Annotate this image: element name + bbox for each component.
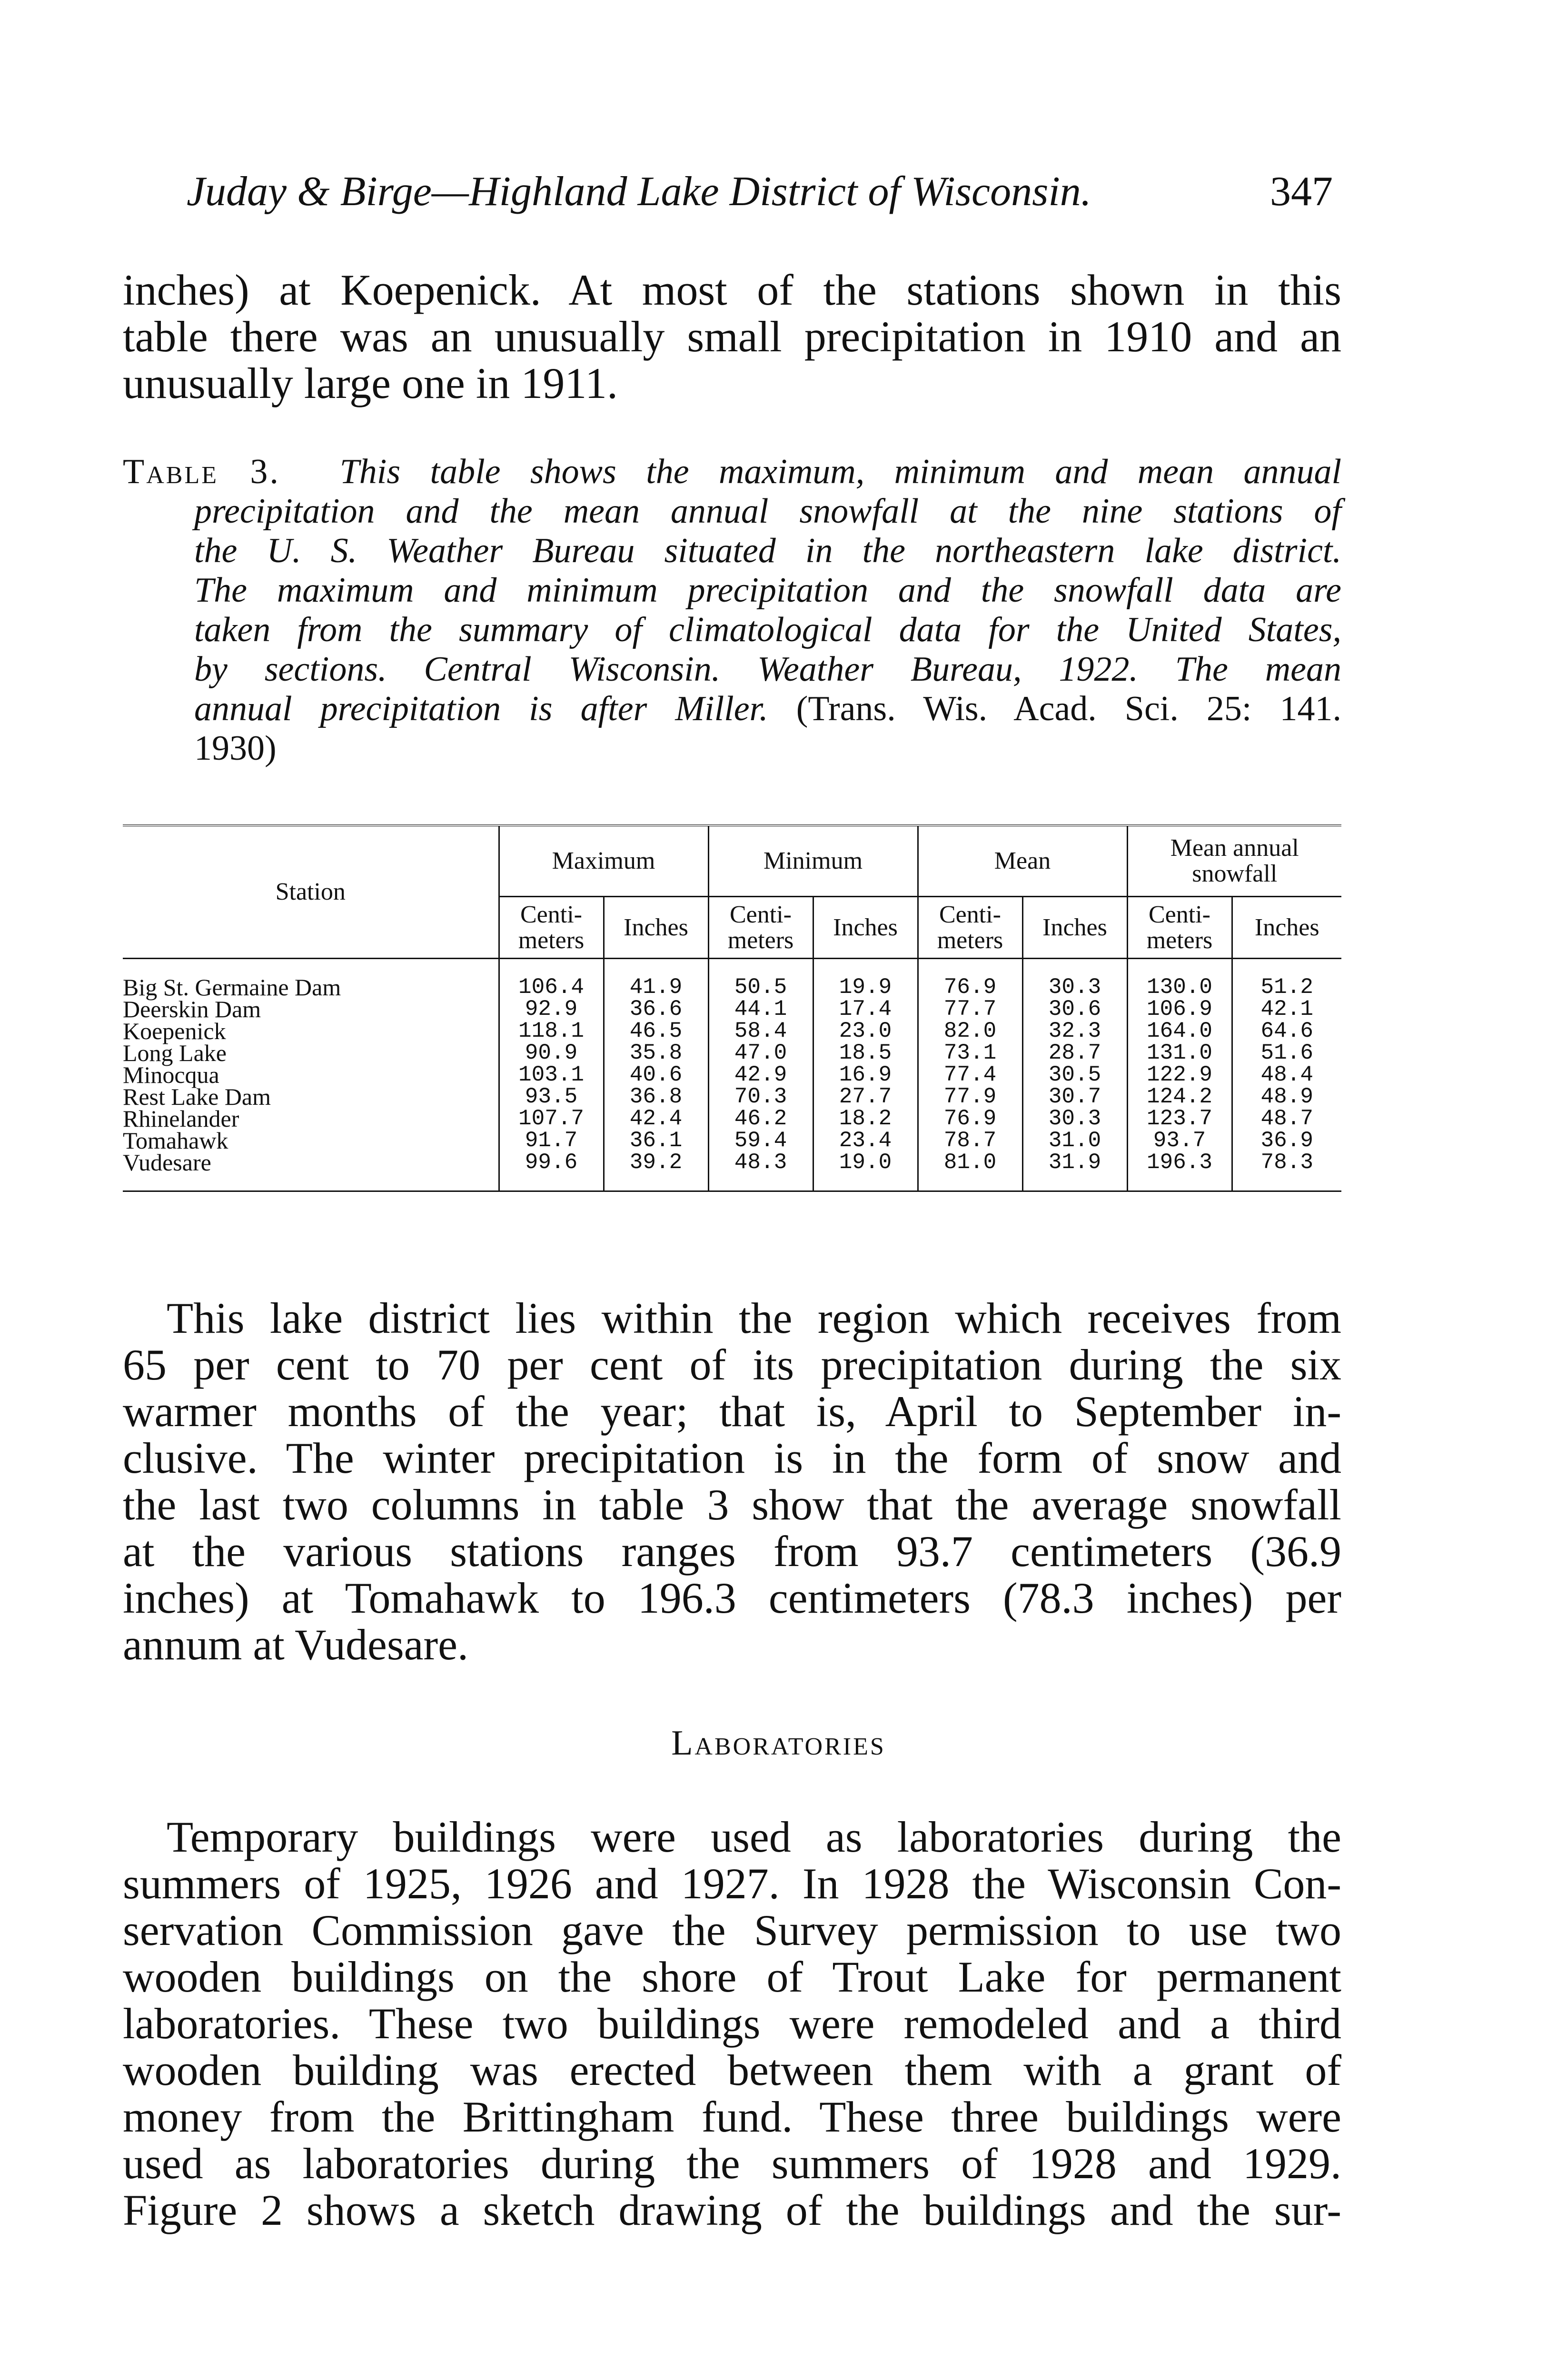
precipitation-table: [123, 824, 1341, 1192]
max-cm: 93.5: [499, 1086, 604, 1108]
max-in: 42.4: [604, 1108, 708, 1130]
station-name: Long Lake: [123, 1040, 227, 1066]
intro-paragraph: [123, 267, 1341, 407]
max-in: 40.6: [604, 1064, 708, 1086]
snow-cm: 123.7: [1127, 1108, 1232, 1130]
snow-in: 48.4: [1232, 1064, 1341, 1086]
min-cm: 58.4: [708, 1020, 813, 1042]
paragraph-snowfall: [123, 1295, 1341, 1668]
table-row: [123, 998, 1341, 1020]
unit-in-header: Inches: [604, 897, 708, 959]
text-line: laboratories. These two buildings were remodeled and a third: [123, 1999, 1341, 2048]
min-cm: 70.3: [708, 1086, 813, 1108]
max-cm: 91.7: [499, 1130, 604, 1151]
station-header: Station: [123, 825, 499, 959]
caption-line: by sections. Central Wisconsin. Weather Bureau, 1922. The mean: [194, 650, 1341, 689]
caption-line: the U. S. Weather Bureau situated in the northeastern lake district.: [194, 531, 1341, 570]
mean-cm: 82.0: [918, 1020, 1022, 1042]
unit-in-header: Inches: [1232, 897, 1341, 959]
max-cm: 99.6: [499, 1151, 604, 1191]
max-in: 35.8: [604, 1042, 708, 1064]
text-line: the last two columns in table 3 show that the average snowfall: [123, 1480, 1341, 1529]
table-caption: [123, 452, 1341, 768]
caption-label: Table 3.: [123, 452, 280, 491]
min-cm: 46.2: [708, 1108, 813, 1130]
unit-cm-header: Centi-meters: [918, 897, 1022, 959]
max-in: 36.1: [604, 1130, 708, 1151]
min-in: 23.4: [813, 1130, 918, 1151]
caption-text: annual precipitation is after Miller.: [194, 689, 768, 728]
mean-in: 31.9: [1022, 1151, 1127, 1191]
unit-cm-header: Centi-meters: [1127, 897, 1232, 959]
station-name: Big St. Germaine Dam: [123, 974, 341, 1001]
table-row: [123, 1042, 1341, 1064]
table-row: [123, 1151, 1341, 1191]
mean-in: 30.5: [1022, 1064, 1127, 1086]
min-in: 16.9: [813, 1064, 918, 1086]
min-cm: 50.5: [708, 959, 813, 999]
text-line: table there was an unusually small precipitation in 1910 and an: [123, 312, 1341, 361]
max-cm: 118.1: [499, 1020, 604, 1042]
text-line: servation Commission gave the Survey permission to use two: [123, 1906, 1341, 1954]
mean-cm: 81.0: [918, 1151, 1022, 1191]
max-cm: 92.9: [499, 998, 604, 1020]
table-row: [123, 1064, 1341, 1086]
running-head: [187, 168, 1343, 216]
text-line: wooden buildings on the shore of Trout Lake for permanent: [123, 1953, 1341, 2001]
text-line: inches) at Tomahawk to 196.3 centimeters (78.3 inches) per: [123, 1574, 1341, 1622]
snow-cm: 124.2: [1127, 1086, 1232, 1108]
min-in: 19.0: [813, 1151, 918, 1191]
mean-cm: 78.7: [918, 1130, 1022, 1151]
snow-in: 48.9: [1232, 1086, 1341, 1108]
unit-in-header: Inches: [1022, 897, 1127, 959]
station-name: Rhinelander: [123, 1105, 239, 1132]
snow-in: 42.1: [1232, 998, 1341, 1020]
mean-in: 32.3: [1022, 1020, 1127, 1042]
min-cm: 44.1: [708, 998, 813, 1020]
mean-in: 30.7: [1022, 1086, 1127, 1108]
caption-line: The maximum and minimum precipitation and the snowfall data are: [194, 571, 1341, 610]
min-cm: 48.3: [708, 1151, 813, 1191]
max-cm: 103.1: [499, 1064, 604, 1086]
mean-cm: 76.9: [918, 959, 1022, 999]
min-cm: 42.9: [708, 1064, 813, 1086]
station-name: Minocqua: [123, 1061, 219, 1088]
mean-cm: 77.7: [918, 998, 1022, 1020]
caption-line: [123, 689, 1341, 729]
text-line: warmer months of the year; that is, April to September in-: [123, 1387, 1341, 1436]
table-row: [123, 1020, 1341, 1042]
max-in: 36.8: [604, 1086, 708, 1108]
min-in: 17.4: [813, 998, 918, 1020]
snow-cm: 122.9: [1127, 1064, 1232, 1086]
text-line: 65 per cent to 70 per cent of its precipitation during the six: [123, 1340, 1341, 1389]
min-cm: 59.4: [708, 1130, 813, 1151]
caption-citation: (Trans. Wis. Acad. Sci. 25: 141.: [796, 689, 1342, 728]
caption-line: 1930): [194, 729, 277, 768]
text-line: at the various stations ranges from 93.7 centimeters (36.9: [123, 1527, 1341, 1576]
table-row: [123, 1130, 1341, 1151]
min-in: 19.9: [813, 959, 918, 999]
min-in: 23.0: [813, 1020, 918, 1042]
table-row: [123, 1108, 1341, 1130]
snow-in: 36.9: [1232, 1130, 1341, 1151]
snow-cm: 131.0: [1127, 1042, 1232, 1064]
snow-in: 78.3: [1232, 1151, 1341, 1191]
station-name: Koepenick: [123, 1018, 226, 1044]
min-cm: 47.0: [708, 1042, 813, 1064]
text-line: money from the Brittingham fund. These three buildings were: [123, 2092, 1341, 2141]
min-in: 18.5: [813, 1042, 918, 1064]
maximum-header: Maximum: [499, 825, 708, 897]
text-line: Figure 2 shows a sketch drawing of the buildings and the sur-: [123, 2186, 1341, 2234]
max-cm: 107.7: [499, 1108, 604, 1130]
text-line: inches) at Koepenick. At most of the stations shown in this: [123, 266, 1341, 314]
caption-text: This table shows the maximum, minimum and mean annual: [339, 452, 1342, 491]
text-line: annum at Vudesare.: [123, 1620, 468, 1669]
caption-line: precipitation and the mean annual snowfall at the nine stations of: [194, 492, 1341, 531]
unit-cm-header: Centi-meters: [499, 897, 604, 959]
mean-in: 30.3: [1022, 1108, 1127, 1130]
mean-cm: 76.9: [918, 1108, 1022, 1130]
snow-in: 64.6: [1232, 1020, 1341, 1042]
snow-cm: 130.0: [1127, 959, 1232, 999]
text-line: clusive. The winter precipitation is in the form of snow and: [123, 1434, 1341, 1482]
snow-cm: 93.7: [1127, 1130, 1232, 1151]
snow-in: 51.6: [1232, 1042, 1341, 1064]
max-cm: 106.4: [499, 959, 604, 999]
unit-in-header: Inches: [813, 897, 918, 959]
station-name: Vudesare: [123, 1149, 211, 1176]
min-in: 27.7: [813, 1086, 918, 1108]
table-row: [123, 1086, 1341, 1108]
mean-in: 30.6: [1022, 998, 1127, 1020]
snowfall-header: Mean annual snowfall: [1127, 825, 1341, 897]
max-in: 39.2: [604, 1151, 708, 1191]
page-number: 347: [1270, 169, 1333, 215]
unit-cm-header: Centi-meters: [708, 897, 813, 959]
station-name: Rest Lake Dam: [123, 1083, 271, 1110]
mean-cm: 73.1: [918, 1042, 1022, 1064]
mean-in: 30.3: [1022, 959, 1127, 999]
min-in: 18.2: [813, 1108, 918, 1130]
paragraph-laboratories: [123, 1814, 1341, 2233]
text-line: wooden building was erected between them with a grant of: [123, 2046, 1341, 2094]
caption-line: [123, 452, 1341, 492]
table-row: [123, 959, 1341, 999]
text-line: summers of 1925, 1926 and 1927. In 1928 the Wisconsin Con-: [123, 1859, 1341, 1908]
minimum-header: Minimum: [708, 825, 918, 897]
text-line: Temporary buildings were used as laboratories during the: [167, 1813, 1341, 1861]
max-in: 36.6: [604, 998, 708, 1020]
station-name: Deerskin Dam: [123, 996, 261, 1022]
caption-line: taken from the summary of climatological data for the United States,: [194, 610, 1341, 649]
snow-in: 48.7: [1232, 1108, 1341, 1130]
running-title: Juday & Birge—Highland Lake District of Wisconsin.: [187, 169, 1091, 215]
text-line: unusually large one in 1911.: [123, 359, 618, 407]
snow-in: 51.2: [1232, 959, 1341, 999]
snow-cm: 164.0: [1127, 1020, 1232, 1042]
table-body: [123, 959, 1341, 1191]
max-cm: 90.9: [499, 1042, 604, 1064]
text-line: This lake district lies within the region which receives from: [167, 1294, 1341, 1342]
snow-cm: 106.9: [1127, 998, 1232, 1020]
mean-cm: 77.9: [918, 1086, 1022, 1108]
mean-in: 31.0: [1022, 1130, 1127, 1151]
mean-in: 28.7: [1022, 1042, 1127, 1064]
station-name: Tomahawk: [123, 1127, 228, 1154]
mean-cm: 77.4: [918, 1064, 1022, 1086]
section-heading: Laboratories: [671, 1724, 886, 1763]
snow-cm: 196.3: [1127, 1151, 1232, 1191]
max-in: 46.5: [604, 1020, 708, 1042]
text-line: used as laboratories during the summers of 1928 and 1929.: [123, 2139, 1341, 2188]
max-in: 41.9: [604, 959, 708, 999]
mean-header: Mean: [918, 825, 1127, 897]
